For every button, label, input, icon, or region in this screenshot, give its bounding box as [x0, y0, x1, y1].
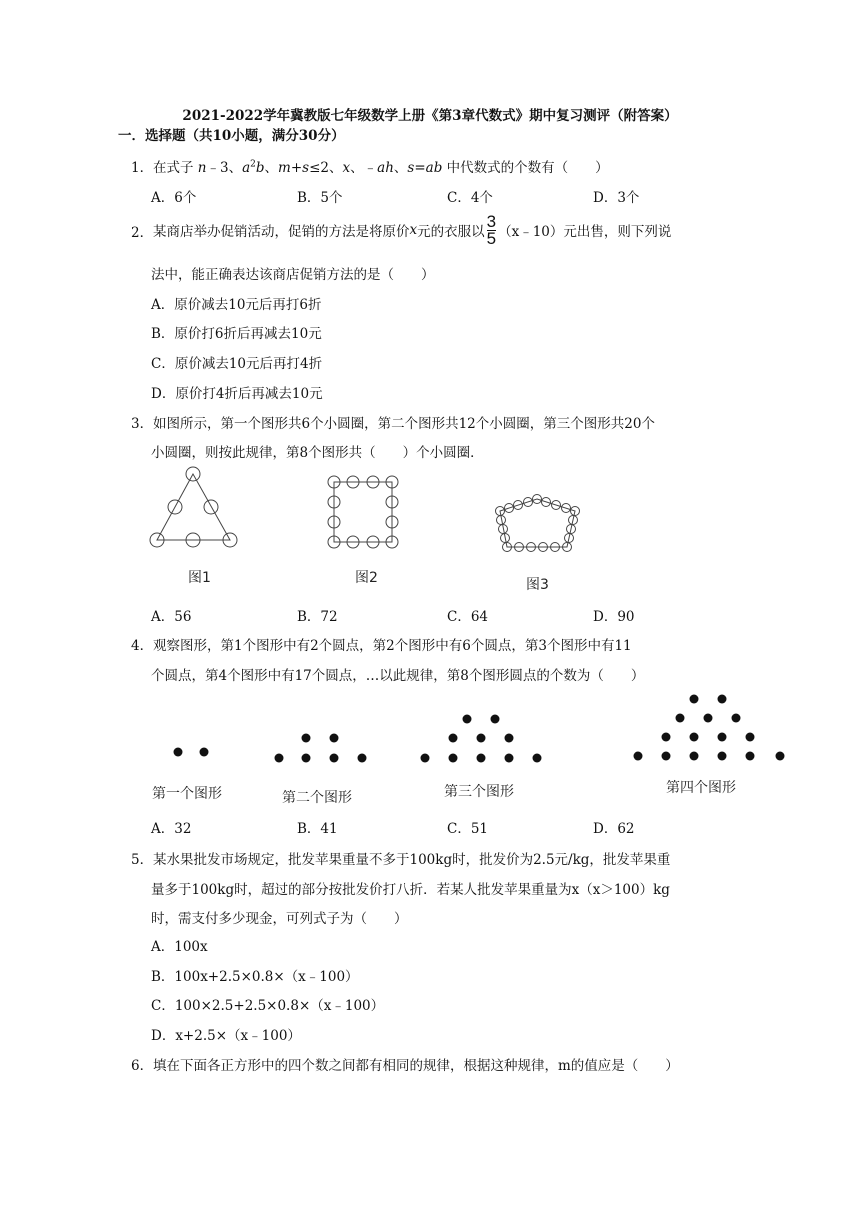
q3-option-c[interactable]: C．64 [447, 609, 489, 625]
q1-option-a[interactable]: A．6个 [151, 190, 197, 206]
q3-fig-label-3: 图3 [526, 577, 549, 593]
q3-circle-figures [140, 462, 620, 598]
section-heading: 一．选择题（共10小题，满分30分） [118, 128, 345, 144]
q3-figure-1-triangle [150, 467, 237, 547]
q2-fraction: $\frac{3}{5}$ [486, 211, 497, 248]
q3-number: 3． [131, 416, 154, 432]
q4-text-line1: 观察图形，第1个图形中有2个圆点，第2个图形中有6个圆点，第3个图形中有11 [153, 638, 632, 654]
q5-option-b[interactable]: B．100x+2.5×0.8×（x﹣100） [151, 969, 359, 985]
q5-text-line3: 时，需支付多少现金，可列式子为（ ） [151, 911, 408, 927]
q1-option-d[interactable]: D．3个 [593, 190, 640, 206]
q3-fig-label-1: 图1 [188, 570, 211, 586]
q2-text-line2: 法中，能正确表达该商店促销方法的是（ ） [151, 267, 435, 283]
q4-text-line2: 个圆点，第4个图形中有17个圆点，…以此规律，第8个图形圆点的个数为（ ） [151, 668, 645, 684]
q2-option-b[interactable]: B．原价打6折后再减去10元 [151, 326, 322, 342]
q4-dot-figures [140, 688, 800, 808]
q5-option-a[interactable]: A．100x [151, 939, 208, 955]
q4-fig-label-4: 第四个图形 [666, 780, 736, 796]
q5-text-line2: 量多于100kg时，超过的部分按批发价打八折．若某人批发苹果重量为x（x＞100）kg [151, 882, 670, 898]
q2-number: 2． [131, 225, 154, 241]
q3-fig-label-2: 图2 [355, 570, 378, 586]
q3-figure-2-square [328, 476, 398, 548]
q6-number: 6． [131, 1058, 154, 1074]
q4-figure-1-dots [174, 748, 209, 757]
q2-option-d[interactable]: D．原价打4折后再减去10元 [151, 386, 323, 402]
q4-option-a[interactable]: A．32 [151, 821, 192, 837]
q1-text: 在式子 n﹣3、$a^2b$、m+s≤2、x、﹣ah、s=ab 中代数式的个数有（ ） [153, 159, 609, 176]
q1-option-b[interactable]: B．5个 [297, 190, 343, 206]
q4-fig-label-2: 第二个图形 [282, 790, 352, 806]
q5-text-line1: 某水果批发市场规定，批发苹果重量不多于100kg时，批发价为2.5元/kg，批发苹果重 [153, 852, 671, 868]
q4-figure-4-dots [634, 695, 785, 761]
document-title: 2021-2022学年冀教版七年级数学上册《第3章代数式》期中复习测评（附答案） [182, 108, 678, 124]
q4-option-d[interactable]: D．62 [593, 821, 635, 837]
q4-fig-label-3: 第三个图形 [444, 784, 514, 800]
q1-number: 1． [131, 160, 154, 176]
q3-text-line2: 小圆圈，则按此规律，第8个图形共（ ）个小圆圈． [151, 445, 484, 461]
q6-text-line1: 填在下面各正方形中的四个数之间都有相同的规律，根据这种规律，m的值应是（ ） [153, 1058, 679, 1074]
q4-figure-2-dots [275, 734, 367, 763]
q5-number: 5． [131, 852, 154, 868]
q3-option-b[interactable]: B．72 [297, 609, 338, 625]
q5-option-d[interactable]: D．x+2.5×（x﹣100） [151, 1028, 301, 1044]
q5-option-c[interactable]: C．100×2.5+2.5×0.8×（x﹣100） [151, 998, 385, 1014]
q4-figure-3-dots [421, 715, 542, 763]
q3-figure-3-pentagon [496, 495, 580, 552]
q4-number: 4． [131, 638, 154, 654]
q4-option-c[interactable]: C．51 [447, 821, 489, 837]
q4-fig-label-1: 第一个图形 [152, 786, 222, 802]
q3-option-d[interactable]: D．90 [593, 609, 635, 625]
q4-option-b[interactable]: B．41 [297, 821, 338, 837]
q1-option-c[interactable]: C．4个 [447, 190, 493, 206]
q3-option-a[interactable]: A．56 [151, 609, 192, 625]
q2-option-c[interactable]: C．原价减去10元后再打4折 [151, 356, 323, 372]
q2-text: 某商店举办促销活动，促销的方法是将原价 x 元的衣服以 $\frac{3}{5}$ （x﹣10）元出售，则下列说 [153, 211, 672, 248]
q3-text-line1: 如图所示，第一个图形共6个小圆圈，第二个图形共12个小圆圈，第三个图形共20个 [153, 416, 655, 432]
q2-option-a[interactable]: A．原价减去10元后再打6折 [151, 297, 322, 313]
